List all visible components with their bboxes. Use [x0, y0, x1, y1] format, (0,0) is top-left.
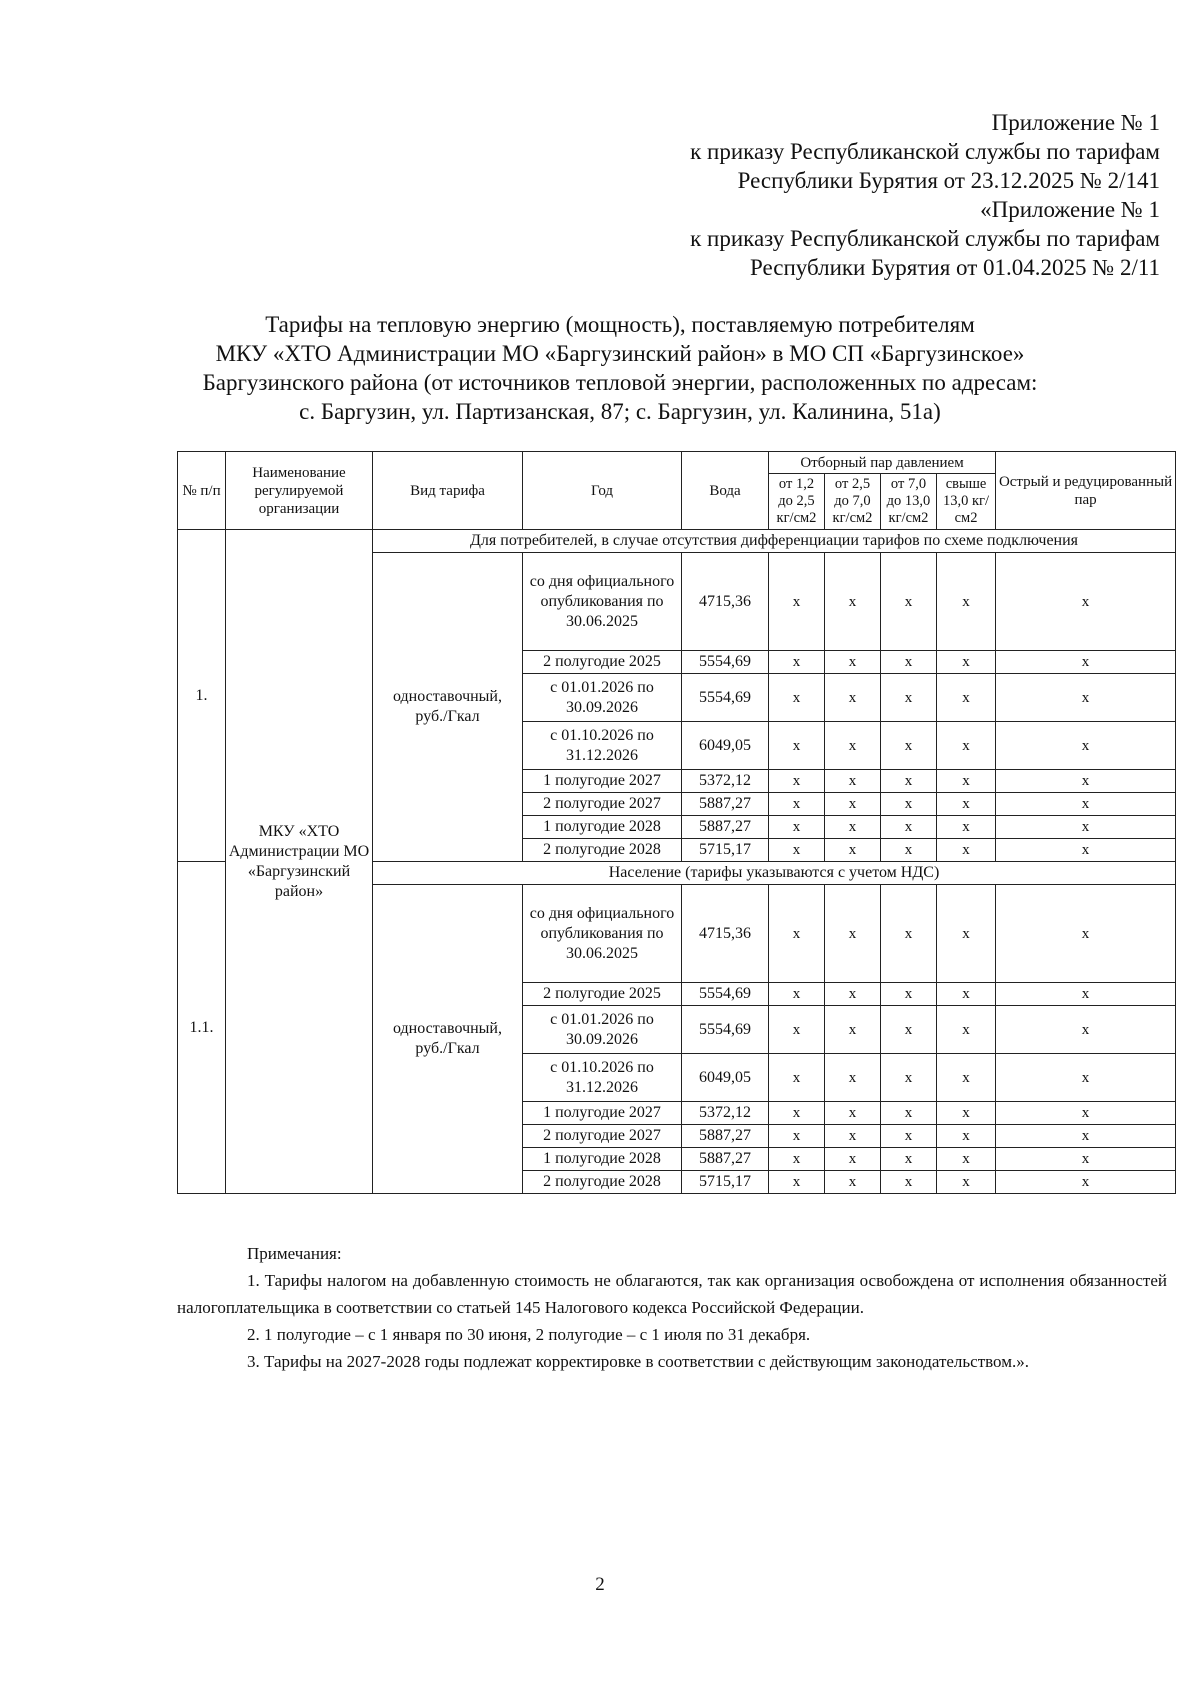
period-cell: 2 полугодие 2025 [523, 983, 682, 1006]
water-tariff-cell: 5372,12 [682, 1102, 769, 1125]
steam-1-cell: x [769, 983, 825, 1006]
steam-1-cell: x [769, 1006, 825, 1054]
steam-2-cell: x [825, 651, 881, 674]
steam-3-cell: x [881, 885, 937, 983]
header-line: к приказу Республиканской службы по тарифам [690, 139, 1160, 164]
steam-3-cell: x [881, 1171, 937, 1194]
steam-1-cell: x [769, 553, 825, 651]
sharp-steam-cell: x [996, 793, 1176, 816]
title-line: Тарифы на тепловую энергию (мощность), поставляемую потребителям [265, 312, 975, 337]
steam-4-cell: x [937, 839, 996, 862]
steam-1-cell: x [769, 793, 825, 816]
steam-2-cell: x [825, 1171, 881, 1194]
table-body [178, 530, 1176, 1194]
tariff-type: одноставочный, руб./Гкал [373, 885, 523, 1194]
steam-2-cell: x [825, 674, 881, 722]
header-line: «Приложение № 1 [980, 197, 1160, 222]
steam-3-cell: x [881, 793, 937, 816]
water-tariff-cell: 5715,17 [682, 1171, 769, 1194]
sharp-steam-cell: x [996, 770, 1176, 793]
sharp-steam-cell: x [996, 885, 1176, 983]
steam-4-cell: x [937, 1125, 996, 1148]
sharp-steam-cell: x [996, 722, 1176, 770]
steam-4-cell: x [937, 674, 996, 722]
steam-3-cell: x [881, 553, 937, 651]
period-cell: с 01.01.2026 по 30.09.2026 [523, 1006, 682, 1054]
organization-name: МКУ «ХТО Администрации МО «Баргузинский район» [226, 530, 373, 1194]
note-item: 2. 1 полугодие – с 1 января по 30 июня, 2 полугодие – с 1 июля по 31 декабря. [247, 1325, 811, 1344]
sharp-steam-cell: x [996, 553, 1176, 651]
water-tariff-cell: 5887,27 [682, 793, 769, 816]
sharp-steam-cell: x [996, 1054, 1176, 1102]
steam-2-cell: x [825, 885, 881, 983]
water-tariff-cell: 5554,69 [682, 1006, 769, 1054]
period-cell: 1 полугодие 2027 [523, 1102, 682, 1125]
steam-2-cell: x [825, 1148, 881, 1171]
header-num: № п/п [178, 452, 226, 530]
title-line: Баргузинского района (от источников тепловой энергии, расположенных по адресам: [202, 370, 1038, 395]
steam-1-cell: x [769, 885, 825, 983]
steam-3-cell: x [881, 1006, 937, 1054]
header-steam-2: от 2,5 до 7,0 кг/см2 [825, 474, 881, 530]
steam-3-cell: x [881, 1054, 937, 1102]
steam-1-cell: x [769, 674, 825, 722]
steam-1-cell: x [769, 1148, 825, 1171]
sharp-steam-cell: x [996, 651, 1176, 674]
steam-2-cell: x [825, 722, 881, 770]
steam-3-cell: x [881, 1148, 937, 1171]
steam-4-cell: x [937, 1171, 996, 1194]
header-steam-1: от 1,2 до 2,5 кг/см2 [769, 474, 825, 530]
header-steam-group: Отборный пар давлением [769, 452, 996, 474]
header-line: Республики Бурятия от 23.12.2025 № 2/141 [737, 168, 1160, 193]
header-tariff-type: Вид тарифа [373, 452, 523, 530]
header-line: к приказу Республиканской службы по тарифам [690, 226, 1160, 251]
period-cell: 1 полугодие 2028 [523, 816, 682, 839]
period-cell: с 01.10.2026 по 31.12.2026 [523, 1054, 682, 1102]
period-cell: 1 полугодие 2028 [523, 1148, 682, 1171]
header-line: Республики Бурятия от 01.04.2025 № 2/11 [749, 255, 1160, 280]
water-tariff-cell: 6049,05 [682, 1054, 769, 1102]
sharp-steam-cell: x [996, 1102, 1176, 1125]
steam-1-cell: x [769, 722, 825, 770]
steam-2-cell: x [825, 553, 881, 651]
water-tariff-cell: 6049,05 [682, 722, 769, 770]
steam-4-cell: x [937, 1148, 996, 1171]
steam-2-cell: x [825, 793, 881, 816]
water-tariff-cell: 5372,12 [682, 770, 769, 793]
period-cell: с 01.01.2026 по 30.09.2026 [523, 674, 682, 722]
page-number: 2 [595, 1574, 605, 1595]
steam-3-cell: x [881, 1102, 937, 1125]
header-line: Приложение № 1 [991, 110, 1160, 135]
header-steam-4: свыше 13,0 кг/см2 [937, 474, 996, 530]
water-tariff-cell: 4715,36 [682, 553, 769, 651]
water-tariff-cell: 5554,69 [682, 983, 769, 1006]
steam-2-cell: x [825, 1102, 881, 1125]
water-tariff-cell: 5554,69 [682, 674, 769, 722]
steam-1-cell: x [769, 651, 825, 674]
steam-2-cell: x [825, 816, 881, 839]
steam-2-cell: x [825, 770, 881, 793]
steam-1-cell: x [769, 816, 825, 839]
section-heading: Население (тарифы указываются с учетом НДС) [373, 862, 1176, 885]
steam-2-cell: x [825, 1006, 881, 1054]
sharp-steam-cell: x [996, 1171, 1176, 1194]
steam-2-cell: x [825, 839, 881, 862]
water-tariff-cell: 5887,27 [682, 1125, 769, 1148]
sharp-steam-cell: x [996, 1148, 1176, 1171]
steam-2-cell: x [825, 1125, 881, 1148]
steam-3-cell: x [881, 651, 937, 674]
steam-4-cell: x [937, 770, 996, 793]
water-tariff-cell: 5887,27 [682, 816, 769, 839]
header-steam-3: от 7,0 до 13,0 кг/см2 [881, 474, 937, 530]
header-sharp-steam: Острый и редуцированный пар [996, 452, 1176, 530]
note-item: 1. Тарифы налогом на добавленную стоимость не облагаются, так как организация освобождена от исполнения обязанностей налогоплательщика в соответствии со статьей 145 Налогового кодекса Российской Федерации. [177, 1271, 1167, 1317]
notes-heading: Примечания: [247, 1244, 342, 1263]
period-cell: 2 полугодие 2027 [523, 1125, 682, 1148]
sharp-steam-cell: x [996, 816, 1176, 839]
header-year: Год [523, 452, 682, 530]
steam-1-cell: x [769, 770, 825, 793]
steam-3-cell: x [881, 722, 937, 770]
header-water: Вода [682, 452, 769, 530]
period-cell: со дня официального опубликования по 30.06.2025 [523, 885, 682, 983]
steam-4-cell: x [937, 1006, 996, 1054]
steam-1-cell: x [769, 1171, 825, 1194]
steam-3-cell: x [881, 674, 937, 722]
tariff-table [177, 451, 1176, 1194]
period-cell: 2 полугодие 2028 [523, 839, 682, 862]
steam-4-cell: x [937, 1054, 996, 1102]
water-tariff-cell: 5887,27 [682, 1148, 769, 1171]
steam-4-cell: x [937, 722, 996, 770]
notes [177, 1240, 1167, 1375]
period-cell: с 01.10.2026 по 31.12.2026 [523, 722, 682, 770]
steam-3-cell: x [881, 816, 937, 839]
steam-4-cell: x [937, 983, 996, 1006]
title-line: МКУ «ХТО Администрации МО «Баргузинский район» в МО СП «Баргузинское» [215, 341, 1025, 366]
steam-1-cell: x [769, 839, 825, 862]
document-title [170, 310, 1070, 426]
sharp-steam-cell: x [996, 1006, 1176, 1054]
steam-4-cell: x [937, 651, 996, 674]
steam-4-cell: x [937, 885, 996, 983]
header-org: Наименование регулируемой организации [226, 452, 373, 530]
tariff-type: одноставочный, руб./Гкал [373, 553, 523, 862]
steam-4-cell: x [937, 793, 996, 816]
steam-3-cell: x [881, 839, 937, 862]
period-cell: со дня официального опубликования по 30.06.2025 [523, 553, 682, 651]
steam-1-cell: x [769, 1125, 825, 1148]
sharp-steam-cell: x [996, 983, 1176, 1006]
steam-1-cell: x [769, 1054, 825, 1102]
water-tariff-cell: 5554,69 [682, 651, 769, 674]
title-line: с. Баргузин, ул. Партизанская, 87; с. Баргузин, ул. Калинина, 51а) [299, 399, 941, 424]
sharp-steam-cell: x [996, 1125, 1176, 1148]
section-heading-row [178, 530, 1176, 553]
steam-1-cell: x [769, 1102, 825, 1125]
period-cell: 2 полугодие 2028 [523, 1171, 682, 1194]
steam-4-cell: x [937, 1102, 996, 1125]
period-cell: 1 полугодие 2027 [523, 770, 682, 793]
sharp-steam-cell: x [996, 839, 1176, 862]
water-tariff-cell: 5715,17 [682, 839, 769, 862]
section-heading: Для потребителей, в случае отсутствия дифференциации тарифов по схеме подключения [373, 530, 1176, 553]
steam-4-cell: x [937, 816, 996, 839]
period-cell: 2 полугодие 2025 [523, 651, 682, 674]
steam-3-cell: x [881, 983, 937, 1006]
steam-3-cell: x [881, 1125, 937, 1148]
section-number: 1. [178, 530, 226, 862]
sharp-steam-cell: x [996, 674, 1176, 722]
period-cell: 2 полугодие 2027 [523, 793, 682, 816]
steam-2-cell: x [825, 1054, 881, 1102]
appendix-header [690, 108, 1160, 282]
water-tariff-cell: 4715,36 [682, 885, 769, 983]
steam-4-cell: x [937, 553, 996, 651]
section-number: 1.1. [178, 862, 226, 1194]
note-item: 3. Тарифы на 2027-2028 годы подлежат корректировке в соответствии с действующим законодательством.». [247, 1352, 1029, 1371]
steam-3-cell: x [881, 770, 937, 793]
steam-2-cell: x [825, 983, 881, 1006]
